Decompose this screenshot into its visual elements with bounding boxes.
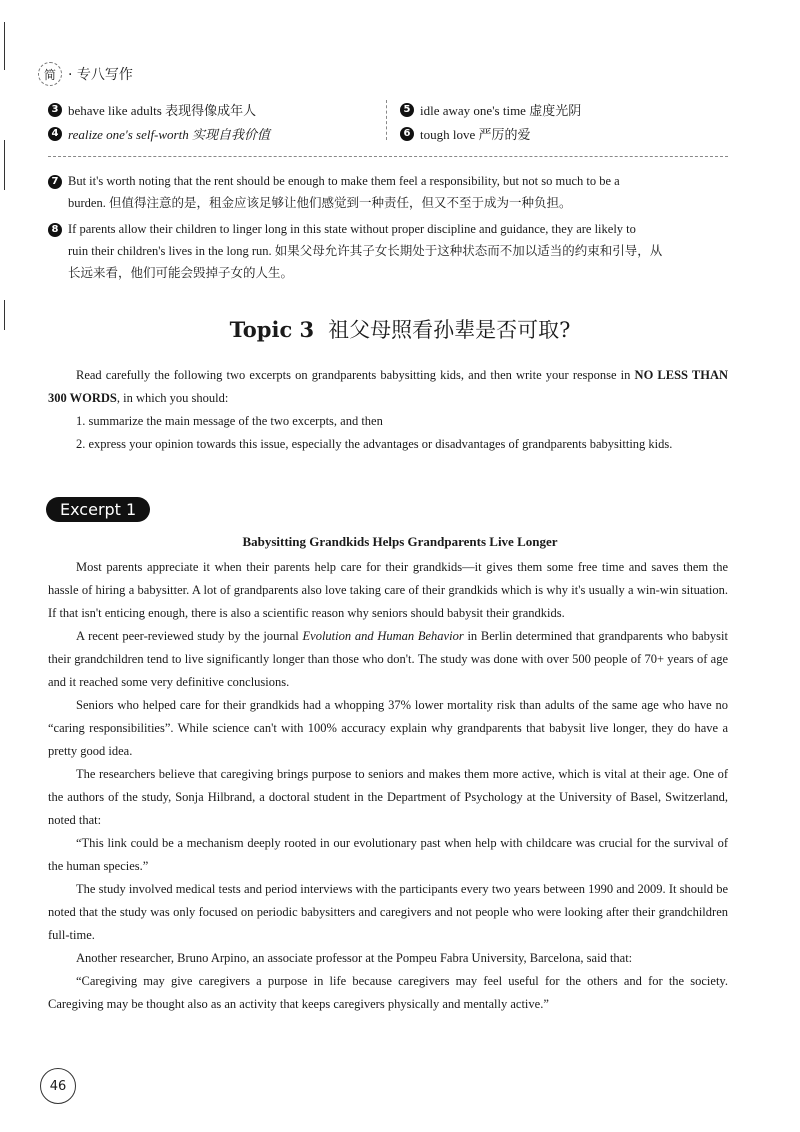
journal-name: Evolution and Human Behavior [302,629,464,643]
item-number: 6 [400,127,414,141]
article-title: Babysitting Grandkids Helps Grandparents Live Longer [242,534,558,549]
article-paragraph [48,625,728,694]
sentence-line: 长远来看，他们可能会毁掉子女的人生。 [68,266,294,280]
vocab-text: tough love 严厉的爱 [420,127,531,142]
instruction-item: 1. summarize the main message of the two excerpts, and then [76,414,383,428]
vocab-text: behave like adults 表现得像成年人 [68,103,257,118]
instructions [48,364,728,456]
article-body [48,556,728,1016]
paragraph-text: in Berlin determined that grandparents who babysit their grandchildren tend to live significantly longer than those who don't. The study was done with over 500 people of 70+ years of age and it reached some very definitive conclusions. [48,629,728,689]
article-paragraph: Most parents appreciate it when their parents help care for their grandkids—it gives them some free time and saves them the hassle of hiring a babysitter. A lot of grandparents also love taking care of their grandkids which is why it's usually a win-win situation. If that isn't enticing enough, there is also a scientific reason why seniors should babysit their grandkids. [48,560,728,620]
vocab-text: idle away one's time 虚度光阴 [420,103,582,118]
header-label: · 专八写作 [68,67,133,83]
sentence-item [48,218,730,284]
instruction-item: 2. express your opinion towards this issue, especially the advantages or disadvantages of grandparents babysitting kids. [76,437,673,451]
book-logo-icon: 简 [38,62,62,86]
excerpt-badge: Excerpt 1 [46,497,150,522]
instruction-paragraph [48,364,728,410]
vocab-item [400,100,581,119]
margin-rule [4,140,5,190]
article-paragraph: Another researcher, Bruno Arpino, an associate professor at the Pompeu Fabra University, Barcelona, said that: [76,951,633,965]
article-quote: “This link could be a mechanism deeply rooted in our evolutionary past when help with childcare was crucial for the survival of the human species.” [48,836,728,873]
vocab-item [48,124,270,143]
instruction-text: Read carefully the following two excerpts on grandparents babysitting kids, and then write your response in [76,368,631,382]
vocab-text: realize one's self-worth 实现自我价值 [68,127,270,142]
item-number: 4 [48,127,62,141]
sentence-line: burden. 但值得注意的是，租金应该足够让他们感觉到一种责任，但又不至于成为一种负担。 [68,196,572,210]
sentence-line: If parents allow their children to linger long in this state without proper discipline and guidance, they are likely to [68,222,636,236]
topic-title [0,314,800,344]
topic-label: Topic 3 [229,317,315,342]
item-number: 3 [48,103,62,117]
paragraph-text: A recent peer-reviewed study by the journal [76,629,303,643]
topic-title-zh: 祖父母照看孙辈是否可取? [328,318,571,342]
word-limit: NO LESS THAN 300 WORDS [48,368,729,405]
vocab-item [400,124,531,143]
sentence-item [48,170,730,214]
item-number: 8 [48,223,62,237]
article-paragraph: The study involved medical tests and period interviews with the participants every two years between 1990 and 2009. It should be noted that the study was only focused on periodic babysitters and caregivers and not people who were looking after their grandchildren full-time. [48,882,728,942]
sentence-line: But it's worth noting that the rent should be enough to make them feel a responsibility, but not so much to be a [68,174,620,188]
article-paragraph: Seniors who helped care for their grandkids had a whopping 37% lower mortality risk than adults of the same age who have no “caring responsibilities”. While science can't with 100% accuracy explain why grandparents that babysit live longer, they do have a pretty good idea. [48,698,728,758]
instruction-text: , in which you should: [116,391,229,405]
vocab-item [48,100,256,119]
sentence-line: ruin their children's lives in the long run. 如果父母允许其子女长期处于这种状态而不加以适当的约束和引导，从 [68,244,663,258]
article-paragraph: The researchers believe that caregiving brings purpose to seniors and makes them more active, which is vital at their age. One of the authors of the study, Sonja Hilbrand, a doctoral student in the Department of Psychology at the University of Basel, Switzerland, noted that: [48,767,728,827]
item-number: 7 [48,175,62,189]
book-header [38,62,133,86]
item-number: 5 [400,103,414,117]
article-quote: “Caregiving may give caregivers a purpose in life because caregivers may feel useful for the others and for the society. Caregiving may be thought also as an activity that keeps caregivers physically and mentally active.” [48,974,728,1011]
section-divider [48,156,728,157]
column-divider [386,100,387,140]
page-number: 46 [40,1068,76,1104]
margin-rule [4,22,5,70]
